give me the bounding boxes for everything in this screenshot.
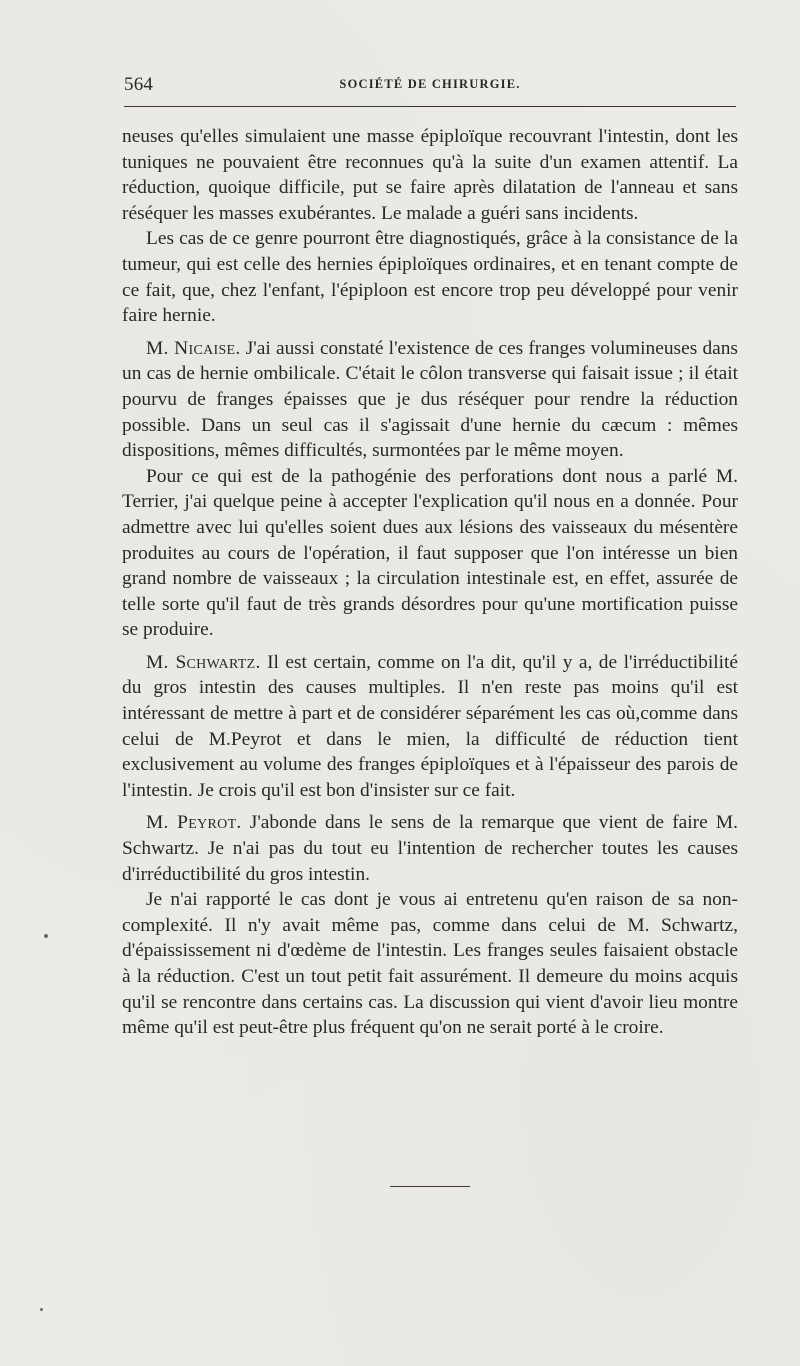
- paragraph-conclusion: [122, 887, 738, 1041]
- running-title: SOCIÉTÉ DE CHIRURGIE.: [339, 77, 521, 91]
- scan-speck: [44, 934, 48, 938]
- paragraph-text: Les cas de ce genre pourront être diagnostiqués, grâce à la consistance de la tumeur, qui est celle des hernies épiploïques ordinaires, et en tenant compte de ce fait, que, chez l'enfant, l'épiploon est encore trop peu développé pour venir faire hernie.: [122, 228, 738, 327]
- paragraph-text: J'abonde dans le sens de la remarque que vient de faire M. Schwartz. Je n'ai pas du tout eu l'intention de rechercher toutes les causes d'irréductibilité du gros intestin.: [122, 812, 738, 885]
- paragraph-nicaise: [122, 336, 738, 464]
- paragraph-pathogenie: [122, 464, 738, 643]
- header-rule: [124, 106, 736, 107]
- speaker-name: M. Nicaise.: [146, 337, 241, 359]
- paragraph-schwartz: [122, 650, 738, 804]
- paragraph-continuation: [122, 124, 738, 226]
- end-rule: [390, 1186, 470, 1187]
- paragraph-text: Pour ce qui est de la pathogénie des perforations dont nous a parlé M. Terrier, j'ai quelque peine à accepter l'explication qu'il nous en a donnée. Pour admettre avec lui qu'elles soient dues aux lésions des vaisseaux du mésentère produites au cours de l'opération, il faut supposer que l'on intéresse un bien grand nombre de vaisseaux ; la circulation intestinale est, en effet, assurée de telle sorte qu'il faut de très grands désordres pour qu'une mortification puisse se produire.: [122, 465, 738, 641]
- speaker-name: M. Schwartz.: [146, 651, 261, 673]
- paragraph-text: J'ai aussi constaté l'existence de ces franges volumineuses dans un cas de hernie ombilicale. C'était le côlon transverse qui faisait issue ; il était pourvu de franges épaisses que je dus réséquer pour rendre la réduction possible. Dans un seul cas il s'agissait d'une hernie du cæcum : mêmes dispositions, mêmes difficultés, surmontées par le même moyen.: [122, 337, 738, 462]
- paragraph-text: Il est certain, comme on l'a dit, qu'il y a, de l'irréductibilité du gros intestin des causes multiples. Il n'en reste pas moins qu'il est intéressant de mettre à part et de considérer séparément les cas où,comme dans celui de M.Peyrot et dans le mien, la difficulté de réduction tient exclusivement au volume des franges épiploïques et à l'épaisseur des parois de l'intestin. Je crois qu'il est bon d'insister sur ce fait.: [122, 651, 738, 801]
- speaker-name: M. Peyrot.: [146, 812, 242, 834]
- paragraph-text: Je n'ai rapporté le cas dont je vous ai entretenu qu'en raison de sa non-complexité. Il n'y avait même pas, comme dans celui de M. Schwartz, d'épaississement ni d'œdème de l'intestin. Les franges seules faisaient obstacle à la réduction. C'est un tout petit fait assurément. Il demeure du moins acquis qu'il se rencontre dans certains cas. La discussion qui vient d'avoir lieu montre même qu'il est peut-être plus fréquent qu'on ne serait porté à le croire.: [122, 889, 738, 1039]
- paragraph-text: neuses qu'elles simulaient une masse épiploïque recouvrant l'intestin, dont les tuniques ne pouvaient être reconnues qu'à la suite d'un examen attentif. La réduction, quoique difficile, put se faire après dilatation de l'anneau et sans réséquer les masses exubérantes. Le malade a guéri sans incidents.: [122, 126, 738, 224]
- body-text: [122, 124, 738, 1041]
- paragraph-diagnosis: [122, 226, 738, 328]
- paragraph-peyrot: [122, 810, 738, 887]
- running-head: [124, 74, 736, 102]
- page-number: 564: [124, 74, 154, 95]
- scan-speck: [40, 1308, 43, 1311]
